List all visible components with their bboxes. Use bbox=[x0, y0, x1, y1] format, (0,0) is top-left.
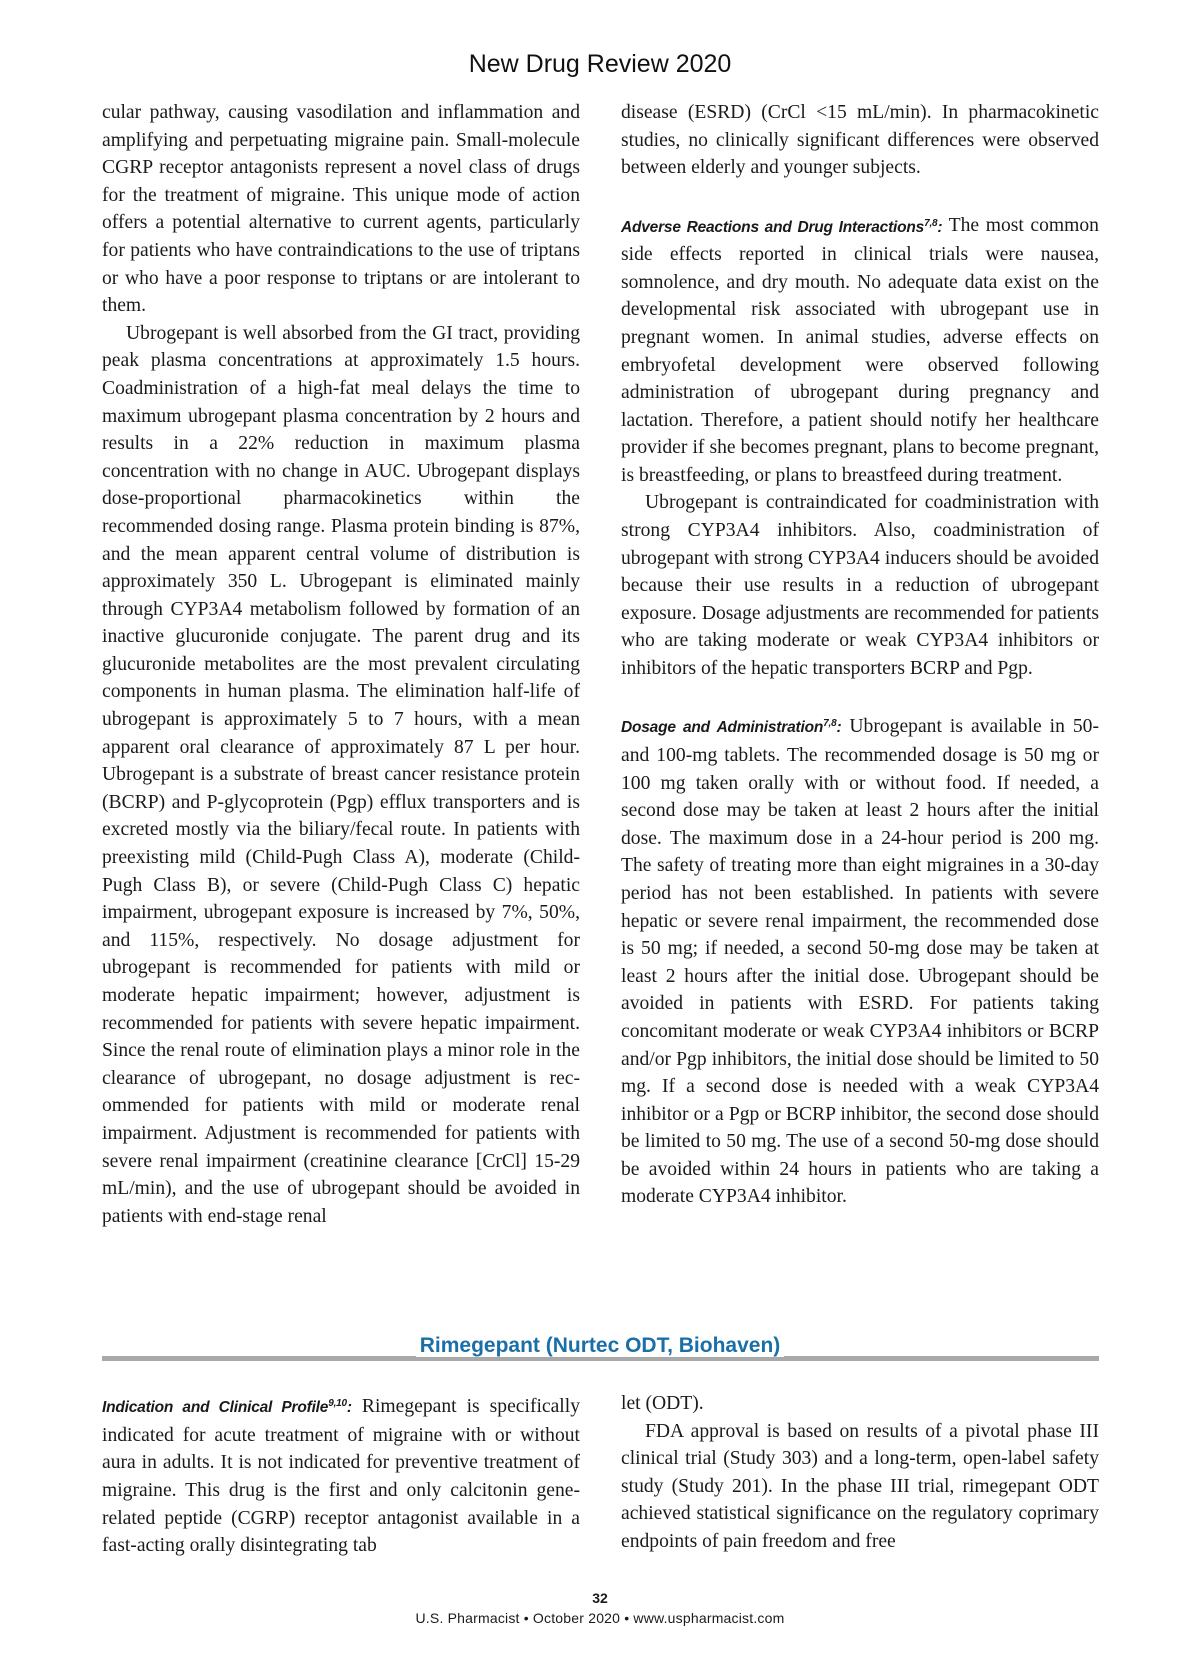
paragraph: Ubrogepant is contraindicated for coadministration with strong CYP3A4 inhibitors. Also, coadministration of ubrogepant with strong CYP3A4 inducers should be avoided because their use results in a reduction of ubrogepant exposure. Dosage adjustments are recommended for patients who are taking moderate or weak CYP3A4 inhibitors or inhibitors of the hepatic transporters BCRP and Pgp. bbox=[621, 492, 1099, 680]
reference-superscript: 9,10 bbox=[328, 1398, 347, 1409]
paragraph: FDA approval is based on results of a pivotal phase III clinical trial (Study 303) and a long-term, open-label safety study (Study 201). In the phase III trial, rimegepant ODT achieved statistical significance on the regulatory coprimary endpoints of pain freedom and free bbox=[621, 1420, 1099, 1552]
page-header-title: New Drug Review 2020 bbox=[468, 50, 732, 78]
dosage-paragraph: Dosage and Administration$^{7,8}$: Ubrogepant is available in 50- and 100-mg tablets. The recommended dosage is 50 mg or 100 mg taken orally with or without food. If needed, a second dose may be taken at least 2 hours after the initial dose. The maximum dose in a 24-hour period is 200 mg. The safety of treating more than eight migraines in a 30-day period has not been established. In patients with severe hepatic or severe renal impairment, the recommended dose is 50 mg; if needed, a second 50-mg dose may be taken at least 2 hours after the initial dose. Ubrogepant should be avoided in patients with ESRD. For patients taking concomitant moderate or weak CYP3A4 inhibitors or BCRP and/or Pgp inhibitors, the initial dose should be limited to 50 mg. If a second dose is needed with a weak CYP3A4 inhibitor or a Pgp or BCRP inhibitor, the second dose should be limited to 50 mg. The use of a second 50-mg dose should be avoided within 24 hours in patients who are taking a moderate CYP3A4 inhibitor. bbox=[621, 716, 1099, 1208]
indication-heading: Indication and Clinical Profile$^{9,10}$: bbox=[102, 1398, 352, 1417]
column-left-bottom bbox=[102, 1390, 580, 1560]
indication-paragraph: Indication and Clinical Profile$^{9,10}$: Rimegepant is specifically indicated for acute treatment of migraine with or without aura in adults. It is not indicated for preventive treatment of migraine. This drug is the first and only calcitonin gene-related peptide (CGRP) receptor antagonist available in a fast-acting orally disintegrating tab bbox=[102, 1396, 580, 1557]
page-number: 32 bbox=[592, 1590, 608, 1606]
reference-superscript: 7,8 bbox=[823, 718, 837, 730]
column-right-bottom bbox=[621, 1390, 1099, 1556]
adverse-reactions-paragraph: Adverse Reactions and Drug Interactions$^{7,8}$: The most common side effects reported in clinical trials were nausea, somnolence, and dry mouth. No adequate data exist on the developmental risk associated with ubrogepant use in pregnant women. In animal studies, adverse effects on embryofetal development were observed following administration of ubrogepant during pregnancy and lactation. Therefore, a patient should notify her healthcare provider if she becomes pregnant, plans to become pregnant, is breastfeeding, or plans to breastfeed during treatment. bbox=[621, 215, 1099, 486]
column-right-top bbox=[621, 99, 1099, 1211]
column-left-top bbox=[102, 99, 580, 1230]
paragraph: cular pathway, causing vasodilation and inflammation and amplifying and perpetuating migraine pain. Small-molecule CGRP receptor antagonists represent a novel class of drugs for the treatment of migraine. This unique mode of action offers a potential alternative to current agents, particularly for patients who have contraindications to the use of triptans or who have a poor response to triptans or are intolerant to them. bbox=[102, 102, 580, 317]
section-title: Rimegepant (Nurtec ODT, Biohaven) bbox=[0, 1334, 1200, 1358]
adverse-reactions-heading: Adverse Reactions and Drug Interactions$^{7,8}$: bbox=[621, 217, 943, 236]
paragraph: let (ODT). bbox=[621, 1393, 704, 1414]
paragraph: disease (ESRD) (CrCl <15 mL/min). In pharmacokinetic studies, no clinically significant differences were observed between elderly and younger subjects. bbox=[621, 102, 1099, 179]
footer-text: U.S. Pharmacist • October 2020 • www.uspharmacist.com bbox=[415, 1610, 785, 1626]
paragraph: Ubrogepant is well absorbed from the GI tract, providing peak plasma concentrations at approximately 1.5 hours. Coadministration of a high-fat meal delays the time to maximum ubrogepant plasma concentration by 2 hours and results in a 22% reduction in maximum plasma concentration with no change in AUC. Ubrogepant displays dose-proportional pharmacokinetics within the recommended dosing range. Plasma protein binding is 87%, and the mean apparent central volume of distribution is approximately 350 L. Ubrogepant is eliminated mainly through CYP3A4 metabolism followed by formation of an inactive glucuronide conjugate. The parent drug and its glucuronide metabolites are the most prevalent circulating components in human plasma. The elimination half-life of ubrogepant is approximately 5 to 7 hours, with a mean apparent oral clearance of approximately 87 L per hour. Ubrogepant is a substrate of breast cancer resistance protein (BCRP) and P-glycoprotein (Pgp) efflux transporters and is excreted mostly via the biliary/fecal route. In patients with preexisting mild (Child-Pugh Class A), moderate (Child-Pugh Class B), or severe (Child-Pugh Class C) hepatic impairment, ubrogepant exposure is increased by 7%, 50%, and 115%, respectively. No dosage adjustment for ubrogepant is recommended for patients with mild or moderate hepatic impairment; however, adjustment is recommended for patients with severe hepatic impairment. Since the renal route of elimination plays a minor role in the clearance of ubrogepant, no dosage adjustment is recommended for patients with mild or moderate renal impairment. Adjustment is recommended for patients with severe renal impairment (creatinine clearance [CrCl] 15-29 mL/min), and the use of ubrogepant should be avoided in patients with end-stage renal bbox=[102, 322, 580, 1227]
reference-superscript: 7,8 bbox=[924, 217, 938, 229]
dosage-heading: Dosage and Administration$^{7,8}$: bbox=[621, 718, 842, 737]
